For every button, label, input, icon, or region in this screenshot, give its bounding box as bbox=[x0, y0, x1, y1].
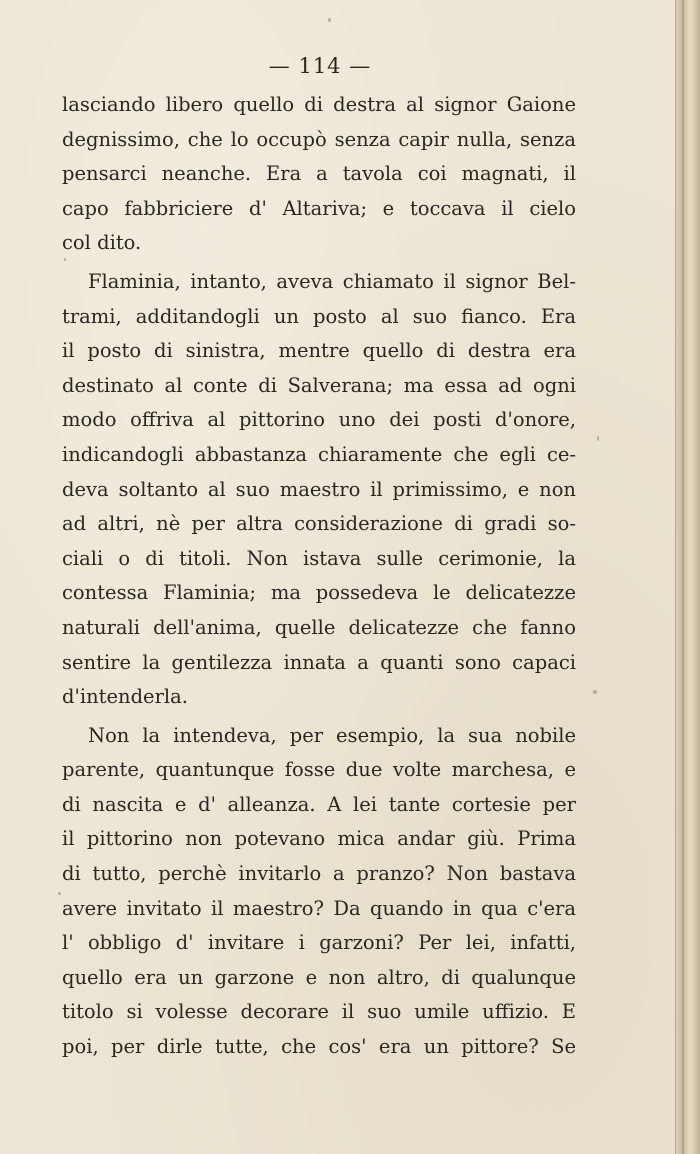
paper-speck bbox=[597, 436, 599, 441]
text-line: d'intenderla. bbox=[62, 685, 188, 709]
text-line: quello era un garzone e non altro, di qualunque bbox=[62, 965, 576, 989]
text-line: trami, additandogli un posto al suo fianco. Era bbox=[62, 304, 576, 328]
text-line: di tutto, perchè invitarlo a pranzo? Non bastava bbox=[62, 862, 576, 886]
body-text bbox=[62, 88, 576, 1065]
text-line: indicandogli abbastanza chiaramente che egli ce- bbox=[62, 442, 576, 466]
paragraph bbox=[62, 88, 576, 261]
text-line: contessa Flaminia; ma possedeva le delicatezze bbox=[62, 581, 576, 605]
text-line: titolo si volesse decorare il suo umile uffizio. E bbox=[62, 1000, 576, 1024]
page-gutter bbox=[675, 0, 700, 1154]
text-line: Flaminia, intanto, aveva chiamato il signor Bel- bbox=[88, 269, 576, 293]
text-line: Non la intendeva, per esempio, la sua nobile bbox=[88, 723, 576, 747]
text-line: avere invitato il maestro? Da quando in qua c'era bbox=[62, 896, 576, 920]
text-line: l' obbligo d' invitare i garzoni? Per lei, infatti, bbox=[62, 931, 576, 955]
text-line: il pittorino non potevano mica andar giù. Prima bbox=[62, 827, 576, 851]
text-line: di nascita e d' alleanza. A lei tante cortesie per bbox=[62, 792, 576, 816]
text-line: ciali o di titoli. Non istava sulle cerimonie, la bbox=[62, 546, 576, 570]
text-line: deva soltanto al suo maestro il primissimo, e non bbox=[62, 477, 576, 501]
text-line: col dito. bbox=[62, 231, 142, 255]
text-line: poi, per dirle tutte, che cos' era un pittore? Se bbox=[62, 1035, 576, 1059]
paper-speck bbox=[64, 258, 66, 261]
text-line: sentire la gentilezza innata a quanti sono capaci bbox=[62, 650, 576, 674]
page-number: — 114 — bbox=[268, 54, 372, 78]
text-line: naturali dell'anima, quelle delicatezze che fanno bbox=[62, 615, 576, 639]
text-line: parente, quantunque fosse due volte marchesa, e bbox=[62, 758, 576, 782]
text-line: pensarci neanche. Era a tavola coi magnati, il bbox=[62, 162, 576, 186]
paper-speck bbox=[328, 18, 331, 22]
text-line: modo offriva al pittorino uno dei posti d'onore, bbox=[62, 408, 576, 432]
paper-speck bbox=[58, 892, 61, 895]
text-line: il posto di sinistra, mentre quello di destra era bbox=[62, 339, 576, 363]
text-line: lasciando libero quello di destra al signor Gaione bbox=[62, 93, 576, 116]
paragraph bbox=[62, 265, 576, 715]
paper-speck bbox=[593, 690, 597, 694]
text-line: capo fabbriciere d' Altariva; e toccava il cielo bbox=[62, 196, 576, 220]
text-line: destinato al conte di Salverana; ma essa ad ogni bbox=[62, 373, 576, 397]
paragraph bbox=[62, 719, 576, 1065]
text-line: degnissimo, che lo occupò senza capir nulla, senza bbox=[62, 127, 576, 151]
text-line: ad altri, nè per altra considerazione di gradi so- bbox=[62, 512, 576, 536]
